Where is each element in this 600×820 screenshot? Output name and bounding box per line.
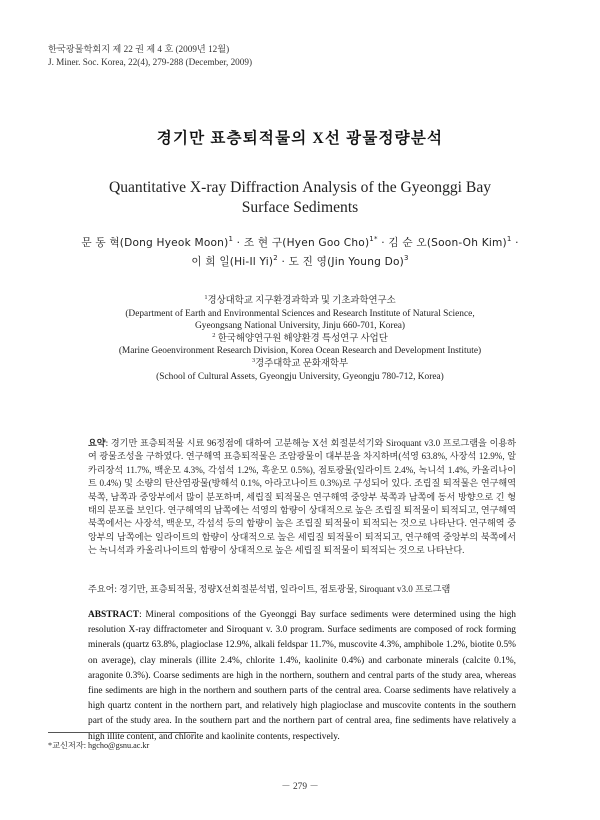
abstract-korean [88, 437, 516, 558]
author-cho: 조 현 구(Hyen Goo Cho) [243, 237, 370, 249]
author-yi-affil: 2 [273, 254, 278, 262]
affiliation-3-marker: 3 [251, 356, 256, 364]
author-yi: 이 희 일(Hi-Il Yi) [191, 256, 274, 268]
journal-citation-korean: 한국광물학회지 제 22 권 제 4 호 (2009년 12월) [48, 44, 230, 54]
author-moon-affil: 1 [228, 235, 234, 243]
title-korean: 경기만 표층퇴적물의 X선 광물정량분석 [156, 130, 444, 147]
author-line-2 [40, 253, 560, 272]
abstract-korean-label: 요약 [88, 438, 106, 448]
page-number: － 279 － [281, 782, 319, 792]
affiliation-2 [60, 333, 540, 358]
affiliation-3-english: (School of Cultural Assets, Gyeongju University, Gyeongju 780-712, Korea) [156, 371, 444, 382]
affiliation-1-english-line-2: Gyeongsang National University, Jinju 660-701, Korea) [194, 321, 406, 332]
affiliation-1-korean: 경상대학교 지구환경과학과 및 기초과학연구소 [207, 296, 396, 306]
affiliation-2-english: (Marine Geoenvironment Research Division, Korea Ocean Research and Development Institute) [118, 346, 482, 357]
affiliation-1-english-line-1: (Department of Earth and Environmental Sciences and Research Institute of Natural Science, [125, 308, 475, 319]
title-english: Quantitative X-ray Diffraction Analysis of the Gyeonggi Bay Surface Sediments [108, 179, 492, 216]
abstract-korean-text: : 경기만 표층퇴적물 시료 96정점에 대하여 고분해능 X선 회절분석기와 Siroquant v3.0 프로그램을 이용하여 광물조성을 구하였다. 연구해역 표층퇴적물은 조암광물이 대부분을 차지하며(석영 63.8%, 사장석 12.9%, 알카리장석 11.7%, 백운모 4.3%, 각섬석 1.2%, 흑운모 0.5%), 점토광물(일라이트 2.4%, 녹니석 1.4%, 카올리나이트 0.4%) 및 소량의 탄산염광물(방해석 0.1%, 아라고나이트 0.3%)로 구성되어 있다. 조립질 퇴적물은 연구해역 북쪽, 남쪽과 중앙부에서 많이 분포하며, 세립질 퇴적물은 연구해역 중앙부 북쪽과 남쪽에 동서 방향으로 긴 형태의 분포를 보인다. 연구해역의 남쪽에는 석영의 함량이 상대적으로 높은 조립질 퇴적물이 퇴적되고, 연구해역 북쪽에서는 사장석, 백운모, 각섬석 등의 함량이 높은 조립질 퇴적물이 퇴적되는 것으로 나타난다. 연구해역 중앙부의 남쪽에는 일라이트의 함량이 상대적으로 높은 세립질 퇴적물이 퇴적되고, 연구해역 중앙부의 북쪽에서는 녹니석과 카올리나이트의 함량이 상대적으로 높은 세립질 퇴적물이 퇴적되는 것으로 나타난다. [88, 438, 516, 556]
author-line-1 [40, 234, 560, 253]
author-cho-affil: 1* [369, 235, 378, 243]
affiliation-1-marker: 1 [204, 294, 208, 301]
author-separator: · [381, 237, 385, 249]
journal-header [48, 43, 252, 69]
keywords-korean-text: : 경기만, 표층퇴적물, 정량X선회절분석법, 일라이트, 점토광물, Siroquant v3.0 프로그램 [114, 584, 451, 594]
affiliation-3-korean: 경주대학교 문화재학부 [255, 358, 349, 369]
footnote-rule [48, 732, 196, 733]
abstract-english-text: : Mineral compositions of the Gyeonggi Bay surface sediments were determined using the high resolution X-ray diffractometer and Siroquant v. 3.0 program. Surface sediments are composed of rock forming minerals (quartz 63.8%, plagioclase 12.9%, alkali feldspar 11.7%, muscovite 4.3%, amphibole 1.2%, biotite 0.5% on average), clay minerals (illite 2.4%, chlorite 1.4%, kaolinite 0.4%) and carbonate minerals (calcite 0.1%, aragonite 0.3%). Coarse sediments are high in the northern, southern and central parts of the study area, whereas fine sediments are high in the northern and southern parts of the central area. Coarse sediments have relatively a high quartz content in the northern part, and relatively high plagioclase and muscovite contents in the southern part of the study area. In the southern part and the northern part of central area, fine sediments have relatively a high illite content, and chlorite and kaolinite contents, respectively. [88, 610, 516, 742]
author-separator: · [515, 237, 519, 249]
affiliation-2-marker: 2 [212, 331, 216, 339]
abstract-english [88, 608, 516, 745]
affiliation-1 [60, 295, 540, 333]
affiliation-2-korean: 한국해양연구원 해양환경 특성연구 사업단 [215, 333, 388, 344]
corresponding-author-footnote: *교신저자: hgcho@gsnu.ac.kr [48, 741, 150, 750]
affiliations [60, 295, 540, 383]
author-kim: 김 순 오(Soon-Oh Kim) [388, 237, 507, 249]
author-list [40, 234, 560, 272]
keywords-korean [88, 583, 516, 596]
abstract-english-label: ABSTRACT [88, 610, 140, 620]
keywords-korean-label: 주요어 [88, 584, 115, 594]
journal-citation-english: J. Miner. Soc. Korea, 22(4), 279-288 (December, 2009) [48, 57, 252, 67]
author-kim-affil: 1 [506, 235, 512, 243]
author-do: 도 진 영(Jin Young Do) [288, 256, 404, 268]
author-do-affil: 3 [404, 254, 409, 262]
author-moon: 문 동 혁(Dong Hyeok Moon) [81, 237, 229, 249]
author-separator: · [281, 256, 286, 268]
affiliation-3 [60, 358, 540, 383]
author-separator: · [236, 237, 241, 249]
